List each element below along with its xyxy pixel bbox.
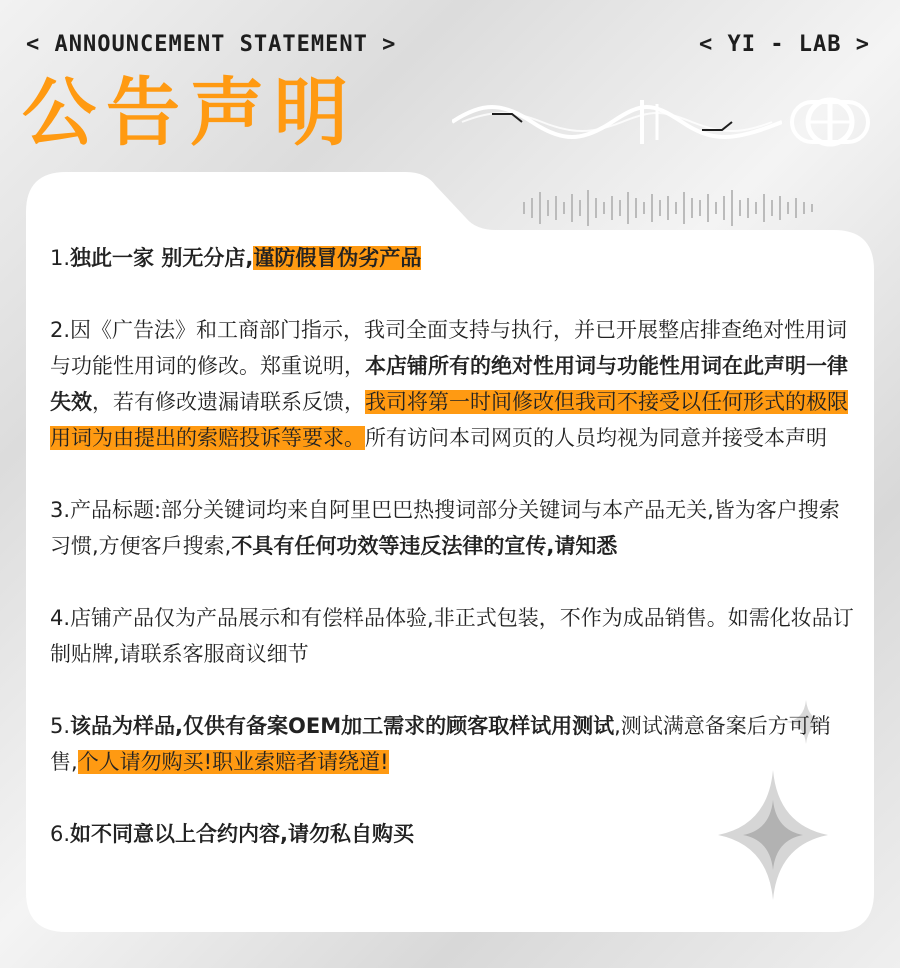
- segment: 2.因《广告法》和工商部门指示，我司全面支持与执行，并已开展整店排查绝对性用词与功能性用词的修改。郑重说明，: [50, 318, 848, 378]
- sound-wave-icon: [520, 188, 820, 228]
- circle-badge-icon: [790, 92, 870, 152]
- announcement-content: [50, 240, 856, 888]
- segment: 不具有任何功效等违反法律的宣传,请知悉: [231, 534, 618, 558]
- warning-highlight: 谨防假冒伪劣产品: [253, 246, 422, 270]
- segment: 4.店铺产品仅为产品展示和有偿样品体验,非正式包装，不作为成品销售。如需化妆品订制贴牌,请联系客服商议细节: [50, 606, 854, 666]
- page-title: 公告声明: [22, 70, 358, 156]
- announcement-item: [50, 816, 856, 852]
- warning-highlight: 个人请勿购买!职业索赔者请绕道!: [77, 750, 389, 774]
- segment: 所有访问本司网页的人员均视为同意并接受本声明: [365, 426, 827, 450]
- segment: 5.: [50, 714, 71, 738]
- header-right-label: < YI - LAB >: [699, 32, 870, 57]
- announcement-item: [50, 312, 856, 456]
- warning-highlight: 我司将第一时间修改但我司不接受以任何形式的极限用词为由提出的索赔投诉等要求。: [50, 390, 848, 450]
- segment: 本店铺所有的绝对性用词与功能性用词在此声明一律失效: [50, 354, 848, 414]
- segment: 3.产品标题:部分关键词均来自阿里巴巴热搜词部分关键词与本产品无关,皆为客户搜索习惯,方便客戶搜索,: [50, 498, 840, 558]
- segment: ,测试满意备案后方可销售,: [50, 714, 831, 774]
- segment: ，若有修改遗漏请联系反馈，: [92, 390, 365, 414]
- announcement-item: [50, 600, 856, 672]
- segment: 该品为样品,仅供有备案OEM加工需求的顾客取样试用测试: [70, 714, 615, 738]
- announcement-item: [50, 708, 856, 780]
- announcement-item: [50, 492, 856, 564]
- segment: 独此一家 别无分店,: [70, 246, 254, 270]
- announcement-item: [50, 240, 856, 276]
- segment: 1.: [50, 246, 71, 270]
- segment: 6.: [50, 822, 71, 846]
- header-left-label: < ANNOUNCEMENT STATEMENT >: [26, 32, 397, 57]
- wave-line-icon: [452, 92, 782, 152]
- segment: 如不同意以上合约内容,请勿私自购买: [70, 822, 415, 846]
